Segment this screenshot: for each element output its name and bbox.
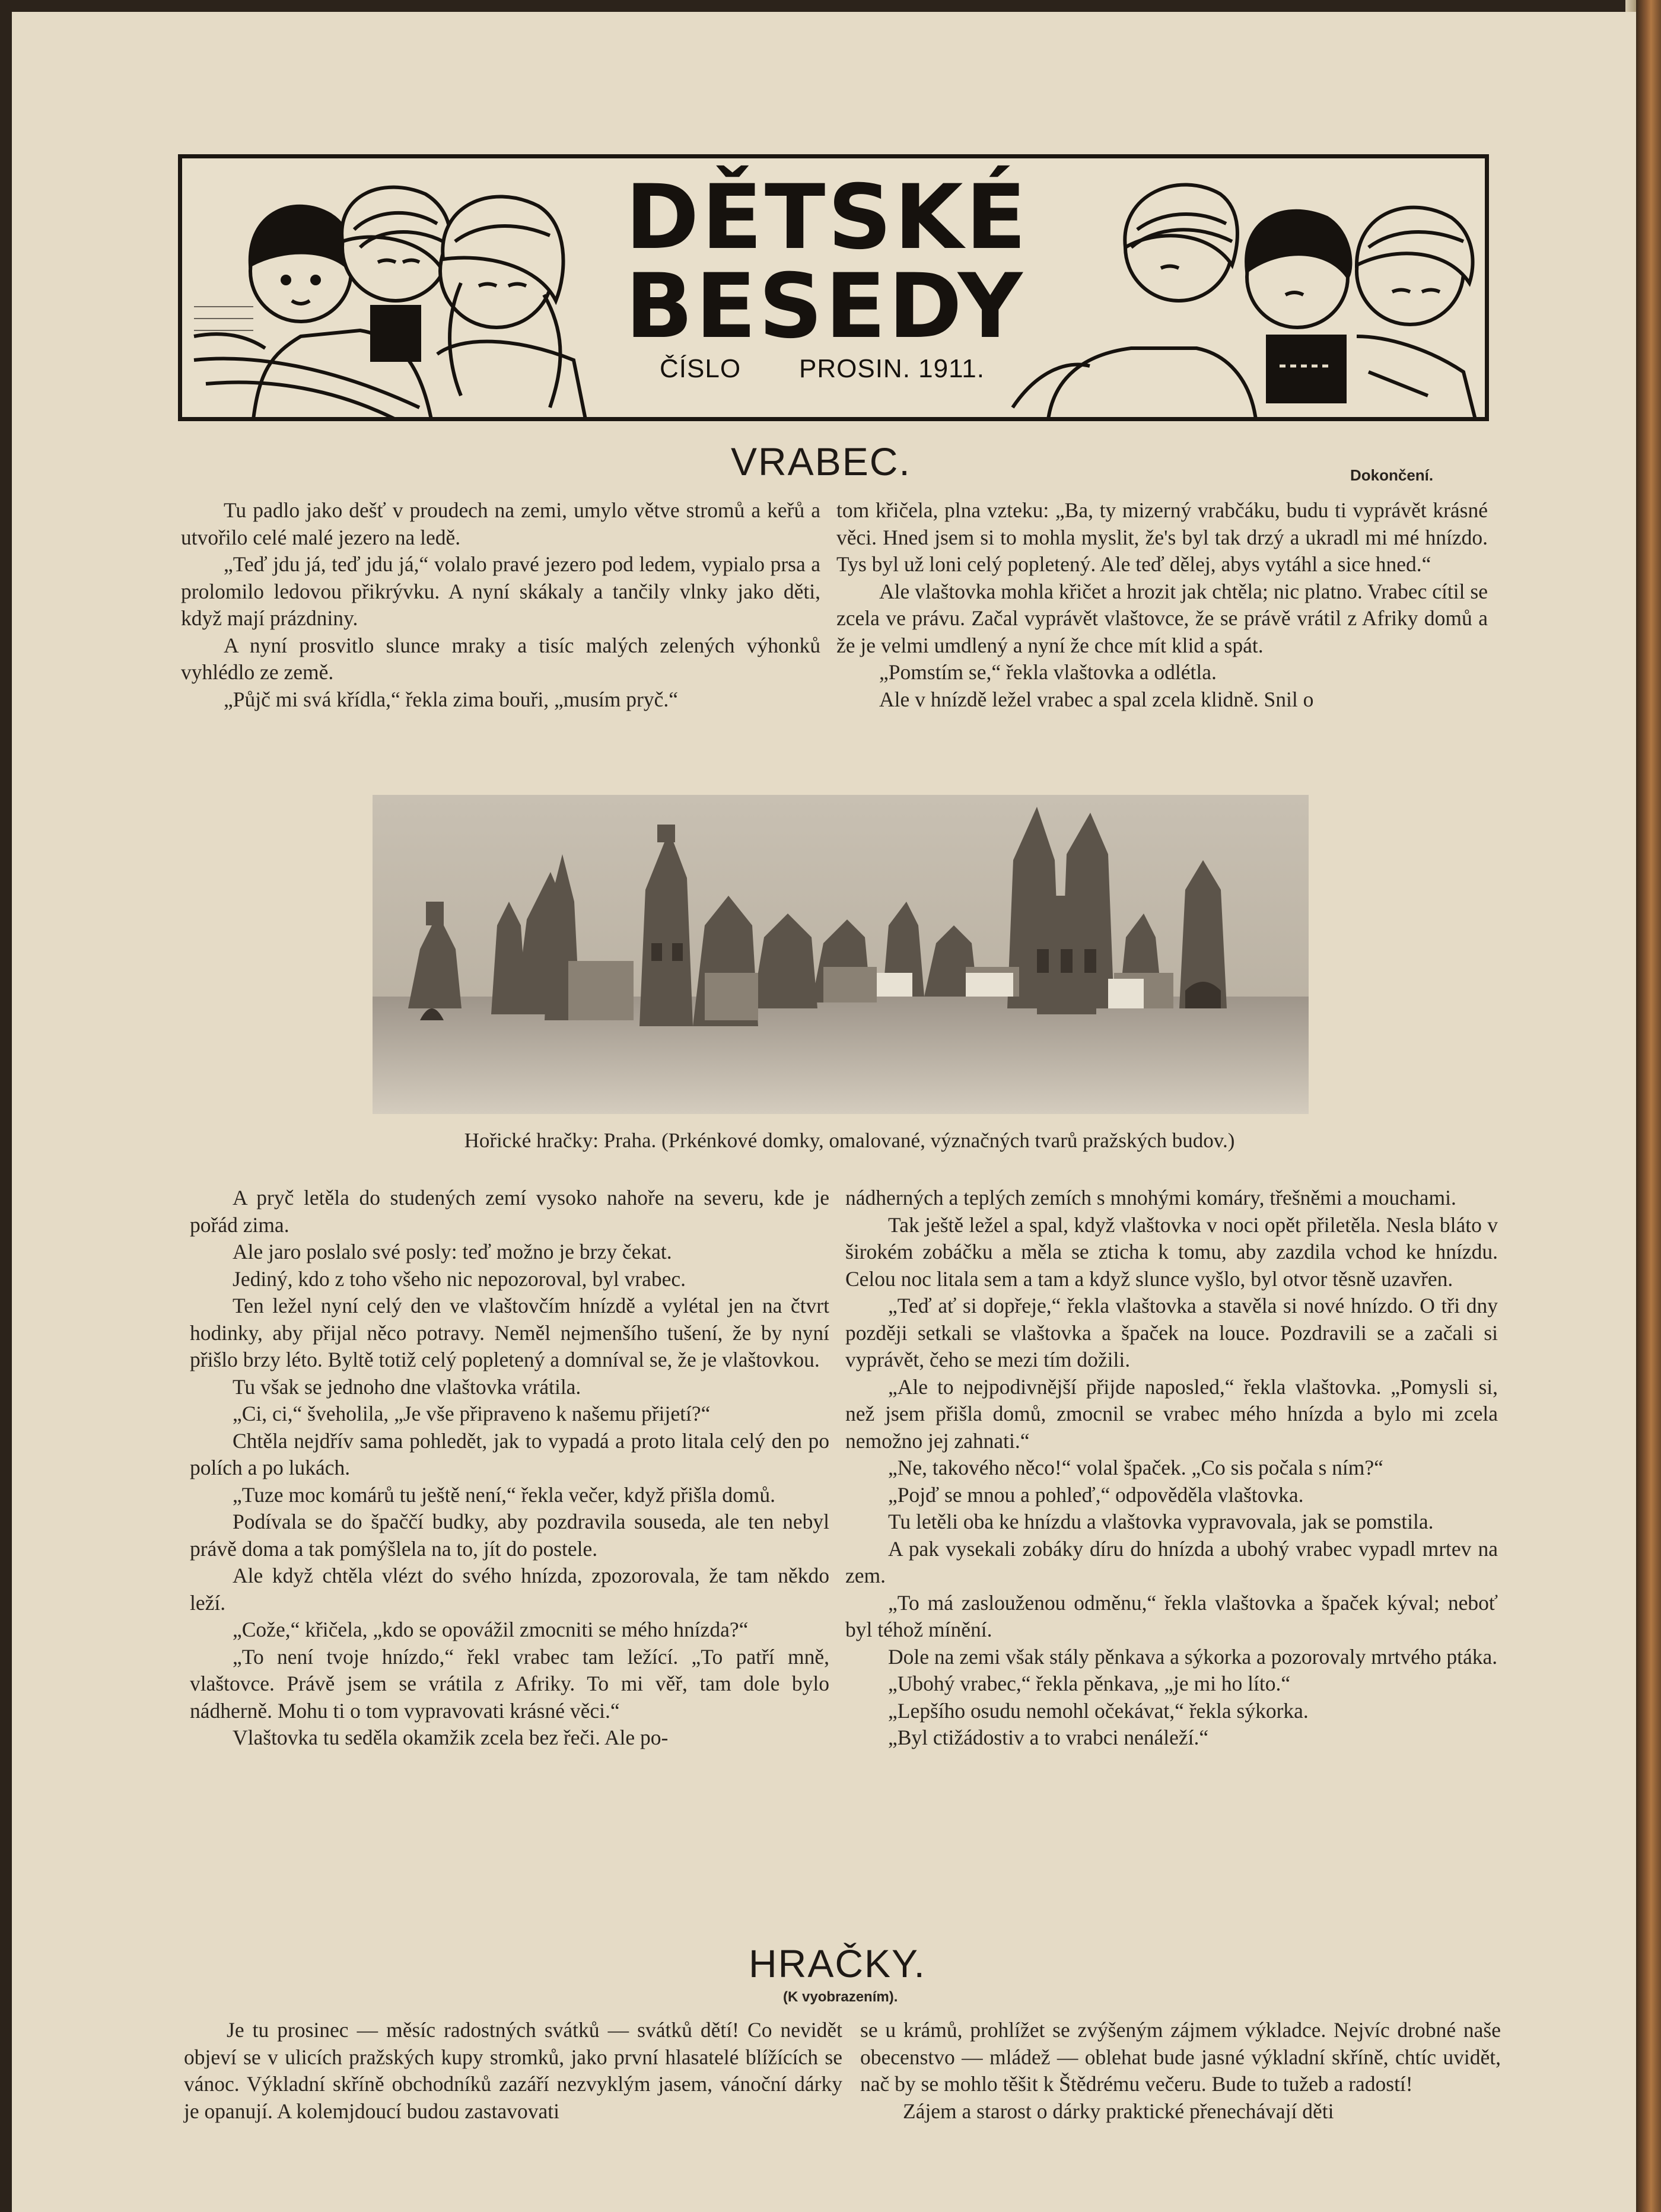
- vrabec-column-2: [836, 497, 1488, 713]
- paragraph: A pak vysekali zobáky díru do hnízda a ubohý vrabec vypadl mrtev na zem.: [845, 1536, 1498, 1587]
- photo-toy-prague: [373, 795, 1309, 1114]
- paragraph: „Pojď se mnou a pohleď,“ odpověděla vlaštovka.: [888, 1482, 1304, 1507]
- vrabec-title: VRABEC.: [731, 440, 911, 483]
- masthead-title-line1: DĚTSKÉ: [625, 166, 1029, 269]
- hracky-subtitle: (K vyobrazením).: [783, 1989, 898, 2005]
- hracky-title: HRAČKY.: [749, 1942, 926, 1985]
- issue-date: PROSIN. 1911.: [799, 354, 985, 383]
- paragraph: nádherných a teplých zemích s mnohými komáry, třešněmi a mouchami.: [845, 1186, 1456, 1210]
- vrabec-column-4: [845, 1185, 1498, 1752]
- paragraph: Dole na zemi však stály pěnkava a sýkorka a pozorovaly mrtvého ptáka.: [888, 1644, 1498, 1669]
- paragraph: „Lepšího osudu nemohl očekávat,“ řekla sýkorka.: [888, 1698, 1309, 1723]
- masthead-title-line2: BESEDY: [625, 255, 1025, 358]
- vrabec-column-3: [190, 1185, 829, 1752]
- vrabec-continued-note: Dokončení.: [1350, 466, 1434, 484]
- paragraph: Ale v hnízdě ležel vrabec a spal zcela klidně. Snil o: [879, 687, 1314, 711]
- paragraph: Je tu prosinec — měsíc radostných svátků — svátků dětí! Co nevidět objeví se v ulicích pražských kupy stromků, jako první hlasatelé blížících se vánoc. Výkladní skříně obchodníků zazáří nezvyklým jasem, vánoční dárky je opanují. A kolemjdoucí budou zastavovati: [184, 2018, 842, 2123]
- paragraph: „Ubohý vrabec,“ řekla pěnkava, „je mi ho líto.“: [888, 1672, 1291, 1695]
- paragraph: Tu však se jednoho dne vlaštovka vrátila.: [233, 1374, 581, 1399]
- paragraph: Tak ještě ležel a spal, když vlaštovka v noci opět přiletěla. Nesla bláto v širokém zobáčku a měla se zticha k tomu, aby zazdila vchod ke hnízdu. Celou noc litala sem a tam a když slunce vyšlo, byl otvor těsně uzavřen.: [845, 1212, 1498, 1291]
- paragraph: se u krámů, prohlížet se zvýšeným zájmem výkladce. Nejvíc drobné naše obecenstvo — mládež — oblehat bude jasné výkladní skříně, chtíc uvidět, nač by se mohlo těšit k Štědrému večeru. Bude to tužeb a radostí!: [860, 2018, 1501, 2096]
- paragraph: Zájem a starost o dárky praktické přenechávají děti: [903, 2099, 1334, 2123]
- paragraph: tom křičela, plna vzteku: „Ba, ty mizerný vrabčáku, budu ti vyprávět krásné věci. Hned jsem si to mohla myslit, že's byl tak drzý a ukradl mi mé hnízdo. Tys byl už loni celý popletený. Ale teď dělej, abys vytáhl a sice hned.“: [836, 498, 1488, 576]
- hracky-column-2: [860, 2017, 1501, 2125]
- children-reading-illustration-right: [1001, 158, 1487, 419]
- paragraph: „Pomstím se,“ řekla vlaštovka a odlétla.: [879, 660, 1217, 684]
- paragraph: „To není tvoje hnízdo,“ řekl vrabec tam ležící. „To patří mně, vlaštovce. Právě jsem se vrátila z Afriky. To mi věř, tam dole bylo nádherně. Mohu ti o tom vypravovati krásné věci.“: [190, 1644, 829, 1723]
- paragraph: „Ci, ci,“ šveholila, „Je vše připraveno k našemu přijetí?“: [233, 1402, 711, 1425]
- paragraph: Ale když chtěla vlézt do svého hnízda, zpozorovala, že tam někdo leží.: [190, 1564, 829, 1615]
- toy-town-image: [373, 795, 1309, 1114]
- paragraph: Chtěla nejdřív sama pohledět, jak to vypadá a proto litala celý den po polích a po lukách.: [190, 1428, 829, 1479]
- paragraph: „Tuze moc komárů tu ještě není,“ řekla večer, když přišla domů.: [233, 1482, 776, 1507]
- paragraph: Tu padlo jako dešť v proudech na zemi, umylo větve stromů a keřů a utvořilo celé malé jezero na ledě.: [181, 498, 820, 549]
- paragraph: „Ne, takového něco!“ volal špaček. „Co sis počala s ním?“: [888, 1456, 1383, 1479]
- children-reading-illustration-left: [182, 158, 609, 419]
- paragraph: Jediný, kdo z toho všeho nic nepozoroval, byl vrabec.: [233, 1266, 686, 1291]
- photo-caption: Hořické hračky: Praha. (Prkénkové domky, omalované, význačných tvarů pražských budov.): [464, 1129, 1235, 1152]
- paragraph: „Cože,“ křičela, „kdo se opovážil zmocniti se mého hnízda?“: [233, 1618, 749, 1641]
- masthead: [178, 154, 1489, 421]
- vrabec-column-1: [181, 497, 820, 713]
- paragraph: Ale jaro poslalo své posly: teď možno je brzy čekat.: [233, 1240, 672, 1263]
- paragraph: „To má zaslouženou odměnu,“ řekla vlaštovka a špaček kýval; neboť byl téhož mínění.: [845, 1590, 1498, 1641]
- paragraph: A pryč letěla do studených zemí vysoko nahoře na severu, kde je pořád zima.: [190, 1186, 829, 1237]
- paragraph: „Teď ať si dopřeje,“ řekla vlaštovka a stavěla si nové hnízdo. O tři dny později setkali se vlaštovka a špaček na louce. Pozdravili se a začali si vyprávět, čeho se mezi tím dožili.: [845, 1294, 1498, 1371]
- paragraph: „Půjč mi svá křídla,“ řekla zima bouři, „musím pryč.“: [224, 687, 678, 711]
- page: [12, 12, 1636, 2212]
- paragraph: „Byl ctižádostiv a to vrabci nenáleží.“: [888, 1726, 1209, 1749]
- paragraph: Ale vlaštovka mohla křičet a hrozit jak chtěla; nic platno. Vrabec cítil se zcela ve právu. Začal vyprávět vlaštovce, že se právě vrátil z Afriky domů a že je velmi umdlený a nyní že chce mít klid a spát.: [836, 579, 1488, 657]
- paragraph: Ten ležel nyní celý den ve vlaštovčím hnízdě a vylétal jen na čtvrt hodinky, aby přijal něco potravy. Neměl nejmenšího tušení, že by nyní přišlo brzy léto. Byltě totiž celý popletený a domníval se, že je vlaštovkou.: [190, 1294, 829, 1371]
- paragraph: Tu letěli oba ke hnízdu a vlaštovka vypravovala, jak se pomstila.: [888, 1510, 1434, 1533]
- paragraph: Podívala se do špaččí budky, aby pozdravila souseda, ale ten nebyl právě doma a tak pomýšlela na to, jít do postele.: [190, 1510, 829, 1561]
- paragraph: Vlaštovka tu seděla okamžik zcela bez řeči. Ale po-: [233, 1726, 669, 1749]
- paragraph: A nyní prosvitlo slunce mraky a tisíc malých zelených výhonků vyhlédlo ze země.: [181, 633, 820, 684]
- paragraph: „Teď jdu já, teď jdu já,“ volalo pravé jezero pod ledem, vypialo prsa a prolomilo ledovou přikrývku. A nyní skákaly a tančily vlnky jako děti, když mají prázdniny.: [181, 552, 820, 630]
- book-spine: [1636, 0, 1661, 2212]
- issue-label: ČÍSLO: [660, 354, 742, 383]
- hracky-column-1: [184, 2017, 842, 2125]
- paragraph: „Ale to nejpodivnější přijde naposled,“ řekla vlaštovka. „Pomysli si, než jsem přišla domů, zmocnil se vrabec mého hnízda a bylo mi zcela nemožno jej zahnati.“: [845, 1374, 1498, 1453]
